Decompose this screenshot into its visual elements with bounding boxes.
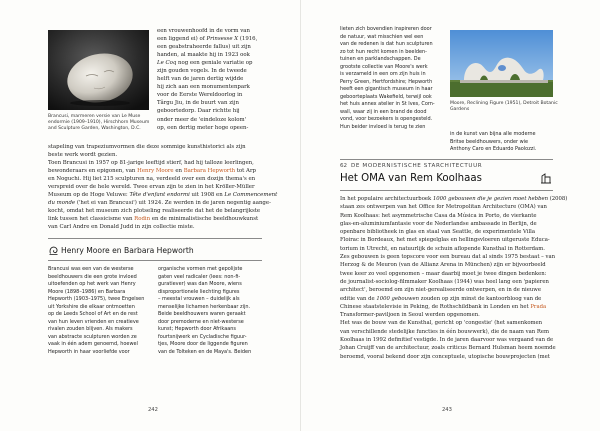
text-line: onder meer de 'eindeloze kolom'	[157, 116, 247, 123]
heading-rule	[340, 190, 553, 191]
text-line: op de Leeds School of Art en de rest	[48, 311, 138, 317]
section-number: 62	[340, 163, 348, 169]
text-line: Koolhaas in 1992 definitief vestigde. In de jaren daarvoor was vergaand van de	[340, 337, 554, 344]
text-line: een liggend ei) of Prinsesse X (1916,	[157, 36, 258, 43]
box-column-1	[48, 266, 144, 356]
caption-line: and Sculpture Garden, Washington, D.C.	[48, 126, 141, 132]
text-line: kocht, omdat het museum zich plotseling realiseerde dat het de belangrijkste	[48, 208, 261, 215]
text-line: beroemd, vooral bekend door zijn conceptuele, utopische bouwprojecten (met	[340, 353, 550, 360]
text-line: editie van de 1000 gebouwen zouden op zijn minst de kantoorbloog van de	[340, 295, 542, 302]
right-page	[300, 0, 600, 431]
text-line: grootste collectie van Moore's werk	[340, 63, 428, 70]
text-line: Het was de bouw van de Kunsthal, gericht op 'congestie' (het samenkomen	[340, 320, 543, 327]
text-line: hij zich aan een monumentenpark	[157, 84, 250, 91]
text-line: lieten zich bovendien inspireren door	[340, 26, 432, 32]
text-line: Hepworth in haar voorliefde voor	[48, 348, 130, 355]
text-line: bewonderaars en epigonen, van Henry Moore en Barbara Hepworth tot Arp	[48, 168, 256, 175]
text-line: In het populaire architectuurboek 1000 gebouwen die je gezien moet hebben (2008)	[340, 196, 568, 202]
text-line: uitoefenden op het werk van Henry	[48, 281, 136, 287]
text-line: Brancusi was een van de westerse	[48, 266, 134, 272]
caption-line: Gardens	[450, 107, 470, 113]
text-line: Herzog & de Meuron (van de Allianz Arena in München) zijn er bijvoorbeeld	[340, 262, 546, 269]
building-icon	[540, 172, 552, 184]
text-line: Rem Koolhaas: het asymmetrische Casa da Música in Porto, de vierkante	[340, 212, 537, 219]
text-line: Toen Brancusi in 1957 op 81-jarige leeftijd stierf, had hij talloze leerlingen,	[48, 160, 254, 167]
text-line: wall, waar zij in een brand de dood	[340, 108, 427, 115]
sculpture-icon	[48, 245, 59, 256]
text-line: glas-en-aluminiumfantasie voor de Nederlandse ambassade in Berlijn, de	[340, 220, 537, 227]
text-line: Anthony Caro en Eduardo Paolozzi.	[450, 146, 537, 152]
text-line: van de Tolteken en de Maya's. Beiden	[158, 348, 252, 355]
section-top-rule	[340, 159, 553, 160]
text-line: Târgu Jiu, in de buurt van zijn	[157, 100, 239, 107]
text-line: openbare bibliotheek in glas en staal van Seattle, de experimentele Villa	[340, 229, 536, 236]
left-full-text	[48, 143, 277, 232]
text-line: verspreid over de hele wereld. Twee ervan zijn te zien in het Kröller-Müller	[48, 184, 255, 191]
text-line: de natuur, wat misschien wel een	[340, 33, 424, 40]
text-line: Zes gebouwen is geen topscore voor een bureau dat al sinds 1975 bestaat – van	[340, 254, 556, 261]
box-title: Henry Moore en Barbara Hepworth	[61, 246, 194, 255]
text-line: handen, al maakte hij in 1923 ook	[157, 52, 250, 59]
text-line: twee keer zo veel opgenomen – maar daarbij moet je twee dingen bedenken:	[340, 270, 547, 277]
page-number-right: 243	[442, 407, 452, 413]
text-line: uit Yorkshire die elkaar ontmoetten	[48, 303, 135, 310]
text-line: rivalen zouden blijven. Als makers	[48, 326, 133, 332]
text-line: link tussen het classicisme van Rodin en de minimalistische beeldhouwkunst	[48, 216, 259, 223]
text-line: torium in Utrecht, en natuurlijk de schuin aflopende Kunsthal in Rotterdam.	[340, 245, 545, 252]
text-line: Johan Cruijff van de architectuur, zoals criticus Bernard Hulsman heem noemde	[340, 345, 556, 352]
text-line: Floirac in Bordeaux, het met spiegelglas en hellingsvloeren uitgeruste Educa-	[340, 237, 550, 244]
text-line: heeft een gigantisch museum in haar	[340, 86, 433, 92]
text-line: staan zes ontwerpen van het Office for Metropolitan Architecture (OMA) van	[340, 204, 547, 211]
text-line: van Carl Andre en Donald Judd in zijn collectie miste.	[48, 224, 195, 231]
text-line: Perry Green, Hertfordshire; Hepworth	[340, 78, 433, 85]
text-line: Transformer-paviljoen in Seoul werden opgenomen.	[340, 312, 480, 319]
text-line: helft van de jaren dertig wijdde	[157, 76, 244, 83]
box-heading-rule	[48, 260, 262, 261]
text-line: de journalist-sociolog-filmmaker Koolhaas (1944) was heel lang een 'papieren	[340, 278, 549, 285]
text-line: tjes, Moore door de liggende figuren	[158, 341, 248, 347]
text-line: gaten veel radicaler (lees: non-fi-	[158, 273, 241, 280]
text-line: zo tot hun recht komen in beelden-	[340, 48, 427, 55]
caption-line: endormie (1909–1910), Hirschhorn Museum	[48, 120, 150, 126]
caption-line: Brancusi, marmeren versie van Le Muse	[48, 114, 141, 119]
text-line: zijn gouden vogels. In de tweede	[157, 68, 247, 75]
article-heading: Het OMA van Rem Koolhaas	[340, 173, 482, 184]
text-line: organische vormen met gepolijste	[158, 266, 243, 272]
text-line: is verzameld in een om zijn huis in	[340, 71, 426, 77]
text-line: kunst; Hepworth door Afrikaans	[158, 326, 236, 332]
text-line: Hun beider invloed is terug te zien	[340, 123, 426, 130]
moore-sculpture-image	[450, 30, 553, 97]
text-line: du monde ('het ei van Brancusi') uit 1924. Ze werden in de jaren negentig aange-	[48, 200, 271, 207]
box-top-rule	[48, 238, 262, 239]
text-line: vond, voor bezoekers is opengesteld.	[340, 116, 433, 122]
box-column-2	[158, 266, 251, 356]
right-left-column	[340, 26, 435, 131]
text-line: een geabstraheerde fallus) uit zijn	[157, 44, 251, 51]
text-line: Chinese staatstelevisie in Peking, de Rothschildbank in Londen en het Prada	[340, 303, 547, 310]
text-line: een vrouwenhoofd in de vorm van	[157, 28, 250, 34]
brancusi-sculpture-image	[48, 30, 149, 110]
text-line: geboortedorp. Daar richtte hij	[157, 108, 240, 115]
text-line: voor de Eerste Wereldoorlog in	[157, 92, 243, 99]
text-line: van hun leven vrienden en creatieve	[48, 318, 139, 325]
text-line: en Noguchi. Hij liet 215 sculpturen na, verdeeld over een dozijn thema's en	[48, 176, 256, 183]
text-line: Britse beeldhouwers, onder wie	[450, 138, 529, 145]
text-line: van abstracte sculpturen worden ze	[48, 333, 137, 340]
text-line: – meestal vrouwen – duidelijk als	[158, 296, 240, 302]
text-line: Museum op de Hoge Veluwe: Tête d'enfant endormi uit 1908 en Le Commencement	[48, 192, 278, 199]
text-line: Moore (1898–1986) en Barbara	[48, 288, 126, 295]
text-line: door premoderne en niet-westerse	[158, 318, 244, 325]
text-line: vaak in één adem genoemd, hoewel	[48, 341, 138, 347]
text-line: Le Coq nog een geniale variatie op	[157, 60, 253, 67]
text-line: architect', beroemd om zijn niet-gerealiseerde ontwerpen, en in de nieuwe	[340, 287, 541, 294]
text-line: Beide beeldhouwers waren geraakt	[158, 311, 246, 317]
text-line: op, een dertig meter hoge opeen-	[157, 124, 249, 131]
text-line: van de redenen is dat hun sculpturen	[340, 41, 433, 47]
caption-line: Moore, Reclining Figure (1951), Detroit Botanic	[450, 101, 558, 106]
text-line: beste werk wordt gezien.	[48, 152, 118, 159]
text-line: het huis annex atelier in St Ives, Corn-	[340, 101, 435, 107]
brancusi-caption	[48, 114, 149, 133]
text-line: disproportionele liechting figures	[158, 288, 240, 295]
page-number-left: 242	[148, 407, 158, 413]
text-line: menselijke lichamen herkenbaar zijn.	[158, 303, 251, 310]
brancusi-photo	[48, 30, 149, 110]
text-line: stapeling van trapeziumvormen die deze sommige kunsthistorici als zijn	[48, 144, 246, 150]
text-line: fourtsnijwerk en Cycladische figuur-	[158, 333, 247, 340]
text-line: tuinen en parklandschappen. De	[340, 56, 421, 62]
text-line: van verschillende stedelijke functies in één bouwwerk), die de naam van Rem	[340, 328, 549, 335]
section-label: DE MODERNISTISCHE STARCHITECTUUR	[351, 163, 483, 169]
text-line: Hepworth (1903–1975), twee Engelsen	[48, 296, 145, 302]
text-line: guratiever) was dan Moore, wiens	[158, 281, 242, 287]
moore-caption	[450, 101, 558, 113]
text-line: geboorteplaats Wakefield, terwijl ook	[340, 93, 432, 100]
article-body	[340, 195, 567, 361]
text-line: beeldhouwers die een grote invloed	[48, 273, 137, 280]
moore-photo	[450, 30, 553, 97]
text-line: in de kunst van bijna alle moderne	[450, 131, 536, 137]
left-right-column	[157, 27, 257, 132]
right-right-column-tail	[450, 131, 536, 154]
